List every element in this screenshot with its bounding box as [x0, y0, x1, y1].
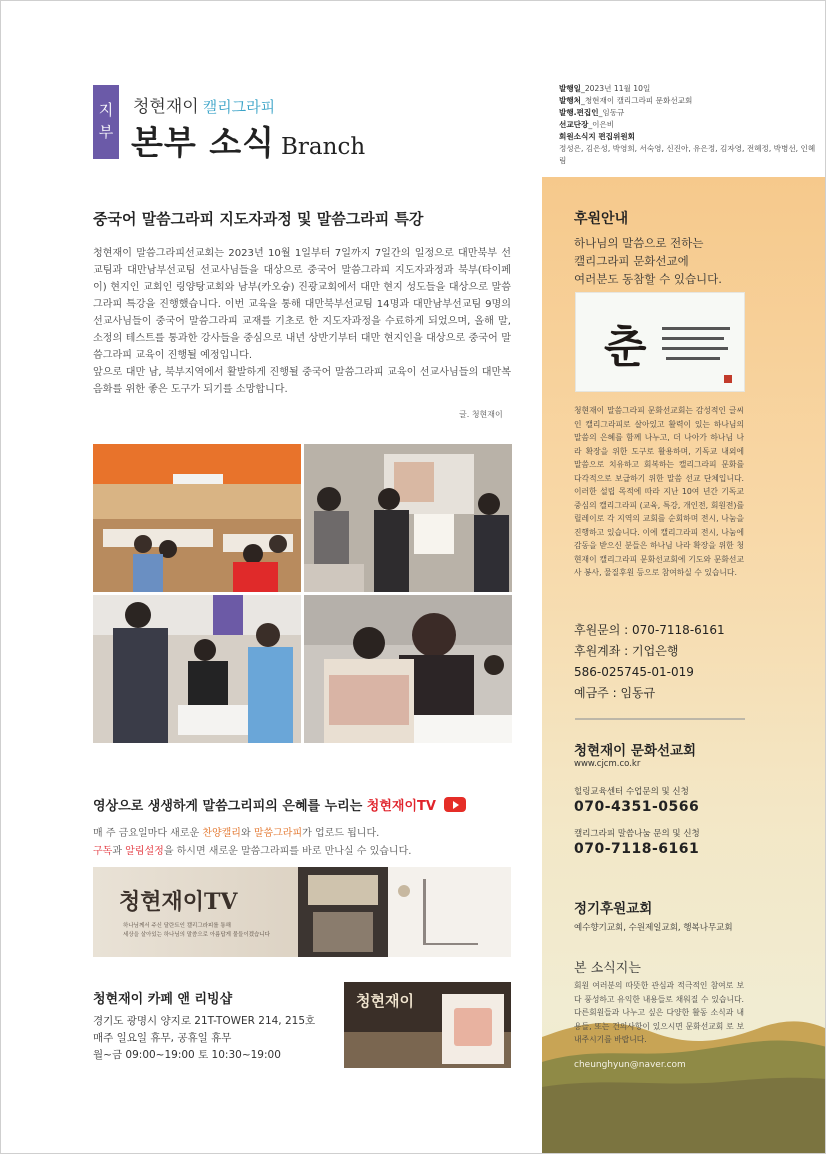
- video-line-1: 매 주 금요일마다 새로운 찬양캘리와 말씀그라피가 업로드 됩니다.: [93, 828, 380, 839]
- org-name: 청현재이 문화선교회: [574, 743, 697, 759]
- brand-name-text: 청현재이: [133, 97, 199, 117]
- brand-accent-text: 캘리그라피: [202, 98, 276, 116]
- video-line-2: 구독과 알림설정을 하시면 새로운 말씀그라피를 바로 만나실 수 있습니다.: [93, 846, 412, 857]
- sidebar-divider: [575, 718, 745, 720]
- channel-name: 청현재이TV: [366, 799, 436, 814]
- cafe-title: 청현재이 카페 앤 리빙샵: [93, 992, 233, 1007]
- regular-support-title: 정기후원교회: [574, 901, 653, 917]
- cafe-logo-panel: [442, 994, 504, 1064]
- org-url[interactable]: www.cjcm.co.kr: [574, 759, 641, 769]
- masthead-committee: 회원소식지 편집위원회: [559, 132, 635, 141]
- newsletter-note-title: 본 소식지는: [574, 961, 641, 976]
- regular-support-churches: 예수향기교회, 수원제일교회, 행복나무교회: [574, 923, 733, 933]
- support-description: 청현재이 말씀그라피 문화선교회는 감성적인 글씨인 캘리그라피로 살아있고 활력이 있는 하나님의 말씀의 은혜를 함께 나누고, 더 나아가 하나님 나라 확장을 위한 도구로 활용하며, 기독교 내외에 말씀으로 치유하고 회복하는 캘리그라피 문화를 다각적으로 보급하기 위한 말씀 선교 단체입니다. 이러한 설립 목적에 따라 지난 10여 년간 기독교 중심의 캘리그라피 (교육, 특강, 개인전, 회원전)를 릴레이로 각 지역의 교회를 순회하며 전시, 나눔을 진행하고 있습니다. 이에 캘리그라피 전시, 나눔에 감동을 받으신 분들은 하나님 나라 확장을 위한 청현재이 캘리그라피 문화선교회에 기도와 문화선교사 봉사, 물질후원 등으로 참여하실 수 있습니다.: [574, 406, 744, 577]
- masthead-leader: 선교단장_이은비: [559, 120, 615, 129]
- masthead: [559, 83, 821, 167]
- cafe-address: 경기도 광명시 양지로 21T-TOWER 214, 215호: [93, 1015, 316, 1027]
- cafe-photo: [344, 982, 511, 1068]
- photo-classroom: [93, 444, 301, 592]
- contact-email[interactable]: cheunghyun@naver.com: [574, 1060, 686, 1070]
- article-title: 중국어 말씀그라피 지도자과정 및 말씀그라피 특강: [93, 210, 424, 228]
- banner-caption: 하나님께서 주신 달란트인 캘리그라피를 통해 세상을 살아있는 하나님의 말씀으로 아름답게 물들이겠습니다: [123, 923, 270, 938]
- support-sidebar: [542, 177, 826, 1154]
- support-account-number: 586-025745-01-019: [574, 665, 694, 679]
- calligraphy-phone[interactable]: 070-7118-6161: [574, 841, 700, 857]
- brand-name: [133, 92, 275, 117]
- article-paragraph-1: 청현재이 말씀그라피선교회는 2023년 10월 1일부터 7일까지 7일간의 일정으로 대만북부 선교팀과 대만남부선교팀 선교사님들을 대상으로 중국어 말씀그라피 지도자과정과 북부(타이페이) 현지인 교회인 링양탕교회와 남부(카오슝) 진광교회에서 대만 현지 성도들을 대상으로 말씀그라피 특강을 진행했습니다. 이번 교육을 통해 대만북부선교팀 14명과 대만남부선교팀 9명의 선교사님들이 중국어 말씀그라피 교재를 기초로 한 지도자과정을 수료하게 되었으며, 올해 말, 소정의 테스트를 통과한 강사들을 중심으로 내년 상반기부터 대만 현지인을 대상으로 중국어 말씀그라피 교육이 진행될 예정입니다.: [93, 248, 511, 361]
- banner-logo: 청현재이TV: [119, 889, 238, 915]
- channel-banner[interactable]: [93, 867, 511, 957]
- cup-icon: [454, 1008, 492, 1046]
- support-inquiry: 후원문의 : 070-7118-6161: [574, 623, 725, 637]
- article-byline: 글. 청현재이: [459, 410, 503, 419]
- healing-phone[interactable]: 070-4351-0566: [574, 799, 700, 815]
- youtube-icon[interactable]: [444, 797, 466, 812]
- branch-side-tag: 지부: [93, 85, 119, 159]
- page-title-ko: 본부 소식: [131, 123, 276, 162]
- masthead-publisher: 발행처_청현재이 캘리그라피 문화선교회: [559, 96, 693, 105]
- cafe-sign: 청현재이: [356, 992, 414, 1010]
- article-paragraph-2: 앞으로 대만 남, 북부지역에서 활발하게 진행될 중국어 말씀그라피 교육이 선교사님들의 대만복음화를 위한 좋은 도구가 되기를 소망합니다.: [93, 367, 511, 395]
- masthead-editor: 발행.편집인_임동규: [559, 108, 625, 117]
- cafe-hours: 월~금 09:00~19:00 토 10:30~19:00: [93, 1049, 281, 1061]
- newsletter-note-body: 회원 여러분의 따뜻한 관심과 적극적인 참여로 보다 풍성하고 유익한 내용들로 채워질 수 있습니다. 다른회원들과 나누고 싶은 다양한 활동 소식과 내용들, 또는 건의사항이 있으시면 문화선교회 로 보내주시기를 바랍니다.: [574, 981, 744, 1044]
- banner-photo-artwork: [388, 867, 511, 957]
- page-title: [131, 117, 365, 164]
- cafe-closed: 매주 일요일 휴무, 공휴일 휴무: [93, 1032, 232, 1044]
- support-contact: [574, 620, 725, 704]
- masthead-date: 발행일_2023년 11월 10일: [559, 84, 651, 93]
- calligraphy-artwork: 춘: [575, 292, 745, 392]
- banner-photo-hand: [298, 867, 388, 957]
- cafe-info: [93, 1013, 315, 1064]
- article-body: [93, 245, 511, 398]
- page-title-en: Branch: [281, 134, 366, 160]
- support-intro: 하나님의 말씀으로 전하는 캘리그라피 문화선교에 여러분도 동참할 수 있습니다.: [574, 236, 722, 286]
- support-account-holder: 예금주 : 임동규: [574, 686, 656, 700]
- photo-practice: [93, 595, 301, 743]
- video-section-title: 영상으로 생생하게 말씀그리피의 은혜를 누리는 청현재이TV: [93, 795, 466, 814]
- calligraphy-label: 캘리그라피 말씀나눔 문의 및 신청: [574, 829, 700, 839]
- support-account-bank: 후원계좌 : 기업은행: [574, 644, 679, 658]
- healing-label: 힐링교육센터 수업문의 및 신청: [574, 787, 689, 797]
- support-title: 후원안내: [574, 211, 629, 227]
- photo-writing: [304, 595, 512, 743]
- masthead-committee-members: 정성은, 김은성, 박영희, 서숙영, 신진아, 유은정, 김자영, 전혜정, 박병선, 인혜림: [559, 144, 816, 165]
- photo-presentation: [304, 444, 512, 592]
